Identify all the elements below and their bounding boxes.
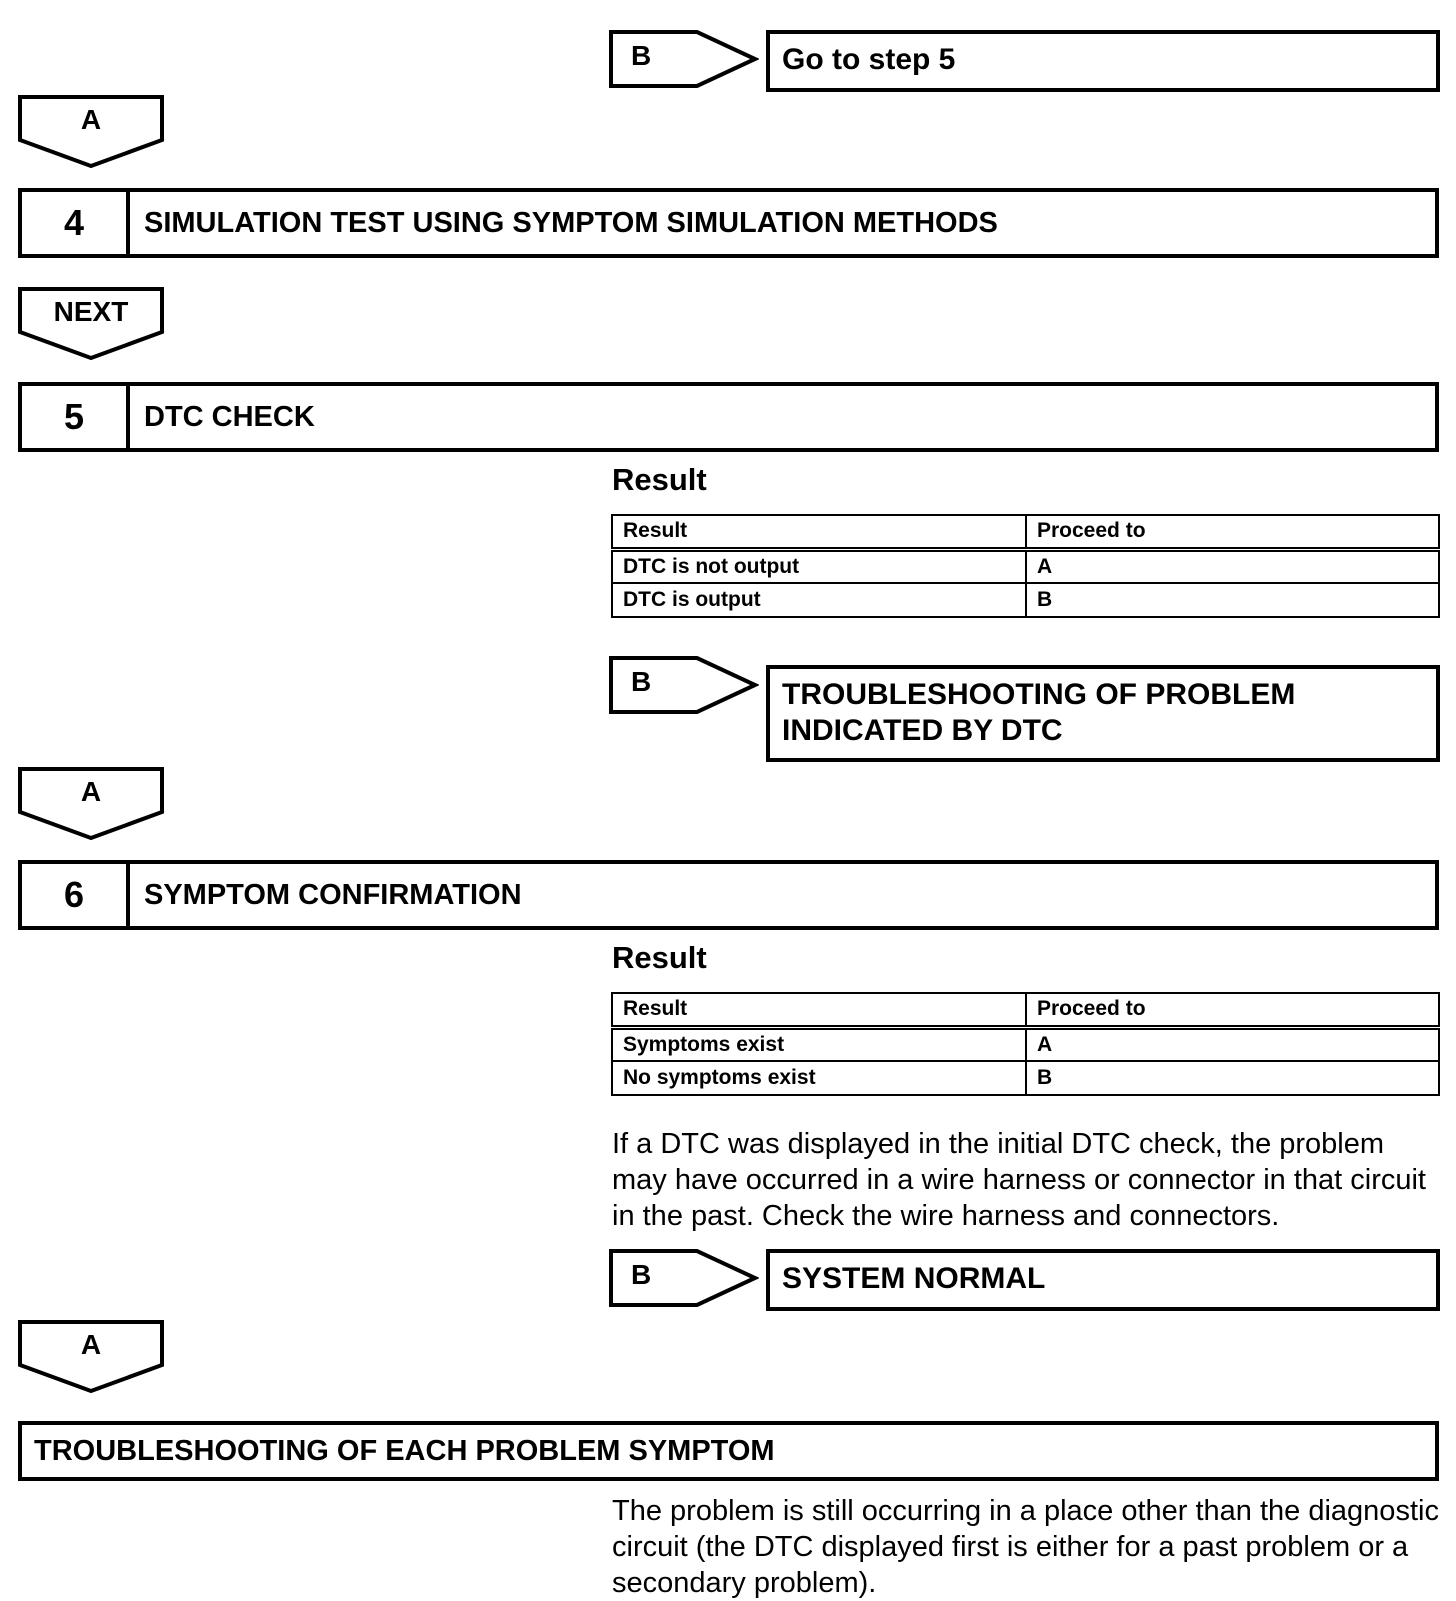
branch-b-tag (609, 1249, 759, 1309)
branch-target-line1: TROUBLESHOOTING OF PROBLEM (782, 678, 1296, 711)
table-cell: A (1026, 1027, 1439, 1061)
chevron-label: NEXT (53, 296, 129, 327)
table-row (612, 1061, 1439, 1095)
branch-b-tag (609, 30, 759, 90)
table-row (612, 583, 1439, 617)
chevron-a (18, 1320, 164, 1394)
step-6-header (18, 860, 1439, 930)
table-header-cell: Proceed to (1026, 515, 1439, 549)
table-row (612, 1027, 1439, 1061)
branch-target-label: SYSTEM NORMAL (782, 1262, 1046, 1295)
step-number: 6 (22, 864, 130, 926)
table-header-cell: Proceed to (1026, 993, 1439, 1027)
branch-target-line2: INDICATED BY DTC (782, 714, 1063, 747)
result-heading: Result (612, 940, 707, 975)
chevron-label: A (80, 776, 102, 807)
chevron-a (18, 95, 164, 169)
result-heading: Result (612, 462, 707, 497)
table-row (612, 549, 1439, 583)
result-table (611, 992, 1440, 1096)
table-cell: B (1026, 1061, 1439, 1095)
branch-target-label: Go to step 5 (782, 43, 956, 76)
final-note: The problem is still occurring in a place other than the diagnostic circuit (the DTC displayed first is either for a past problem or a secondary problem). (612, 1495, 1439, 1599)
table-cell: Symptoms exist (612, 1027, 1026, 1061)
table-header-cell: Result (612, 515, 1026, 549)
step-title: DTC CHECK (144, 401, 315, 433)
step-5-header (18, 382, 1439, 452)
branch-tag-label: B (631, 40, 652, 71)
step-6-note: If a DTC was displayed in the initial DTC check, the problem may have occurred in a wire harness or connector in that circuit in the past. Check the wire harness and connectors. (612, 1128, 1426, 1232)
final-step-header (18, 1421, 1439, 1481)
step-4-header (18, 188, 1439, 258)
branch-target-box (766, 665, 1440, 762)
table-cell: No symptoms exist (612, 1061, 1026, 1095)
chevron-label: A (80, 1329, 102, 1360)
table-header-row (612, 515, 1439, 549)
table-cell: DTC is output (612, 583, 1026, 617)
step-number: 5 (22, 386, 130, 448)
table-header-row (612, 993, 1439, 1027)
final-step-title: TROUBLESHOOTING OF EACH PROBLEM SYMPTOM (34, 1435, 775, 1467)
chevron-label: A (80, 104, 102, 135)
branch-b-tag (609, 656, 759, 716)
step-number: 4 (22, 192, 130, 254)
step-title: SIMULATION TEST USING SYMPTOM SIMULATION METHODS (144, 207, 998, 239)
result-table (611, 514, 1440, 618)
table-cell: DTC is not output (612, 549, 1026, 583)
chevron-a (18, 767, 164, 841)
branch-target-box (766, 1249, 1440, 1311)
table-cell: A (1026, 549, 1439, 583)
branch-target-box (766, 30, 1440, 92)
table-cell: B (1026, 583, 1439, 617)
chevron-next (18, 287, 164, 361)
step-title: SYMPTOM CONFIRMATION (144, 879, 522, 911)
branch-tag-label: B (631, 1259, 652, 1290)
branch-tag-label: B (631, 666, 652, 697)
table-header-cell: Result (612, 993, 1026, 1027)
